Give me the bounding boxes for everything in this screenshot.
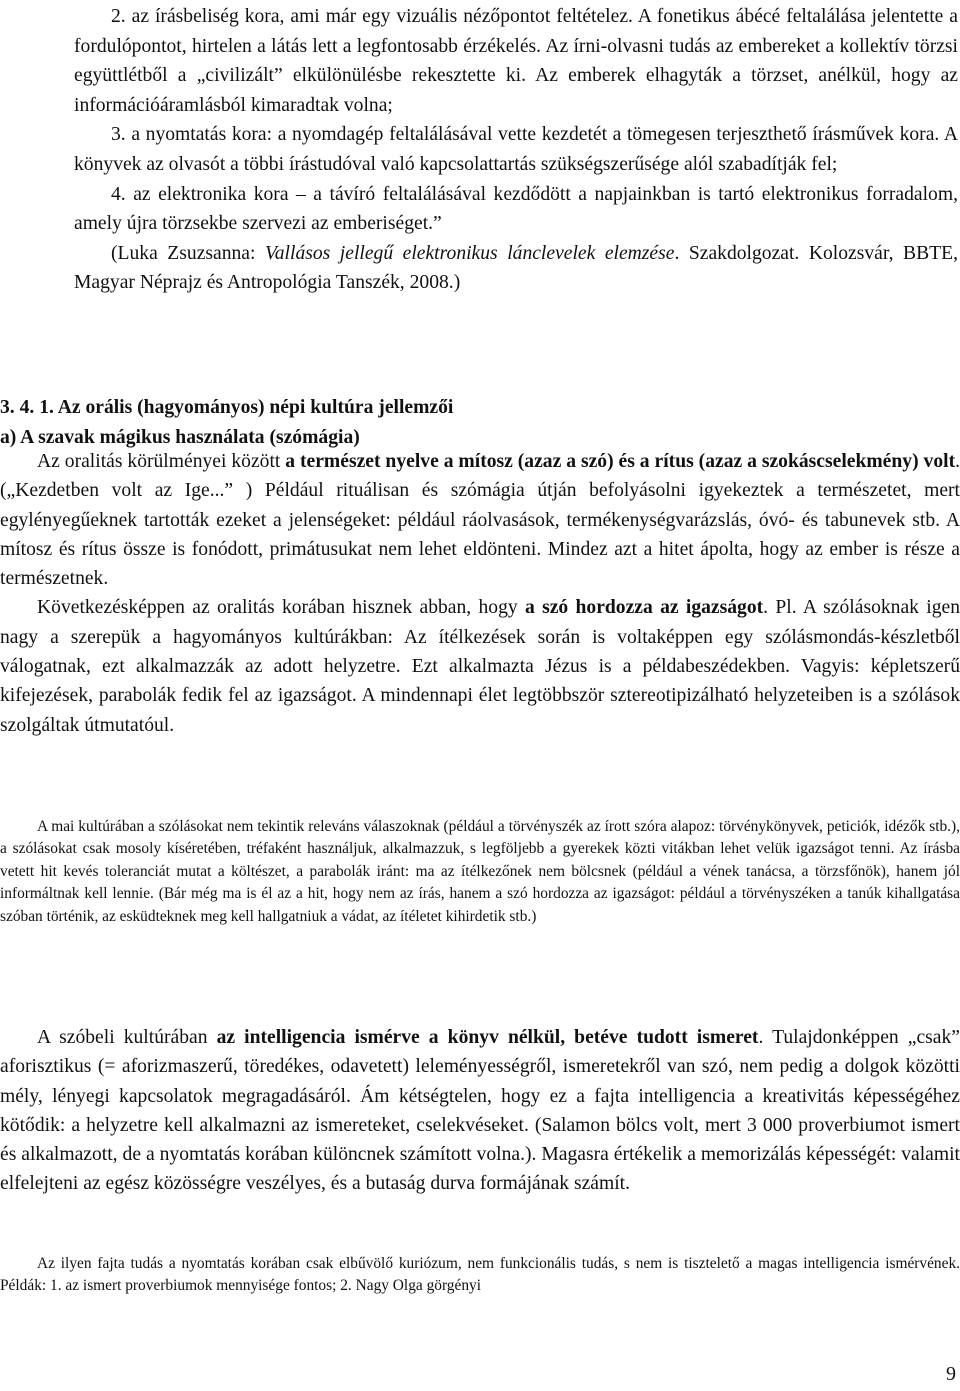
body-paragraphs-2: [0, 1023, 960, 1199]
page-number: 9: [946, 1363, 956, 1385]
section-subheading: a) A szavak mágikus használata (szómágia): [0, 426, 360, 448]
section-header: [0, 393, 960, 452]
para2-bold: a szó hordozza az igazságot: [524, 597, 764, 619]
note-2-text: Az ilyen fajta tudás a nyomtatás korában csak elbűvölő kuriózum, nem funkcionális tudás, s nem is tisztelető a magas intelligencia ismérvének. Példák: 1. az ismert proverbiumok mennyisége fontos; 2. Nagy Olga görgényi: [0, 1255, 960, 1295]
list-item-2: 2. az írásbeliség kora, ami már egy vizuális nézőpontot feltételez. A fonetikus ábécé feltalálása jelentette a fordulópontot, hirtelen a látás lett a legfontosabb érzékelés. Az írni-olvasni tudás az embereket a kollektív törzsi együttlétből a „civilizált” elkülönülésbe rekesztette ki. Az emberek elhagyták a törzset, anélkül, hogy az információáramlásból kimaradtak volna;: [74, 6, 958, 116]
citation-author: (Luka Zsuzsanna:: [111, 242, 265, 264]
list-item-3: 3. a nyomtatás kora: a nyomdagép feltalálásával vette kezdetét a tömegesen terjeszthető írásművek kora. A könyvek az olvasót a többi írástudóval való kapcsolattartás szükségszerűsége alól szabadítják fel;: [74, 124, 958, 175]
para2-text-1: Következésképpen az oralitás korában hisznek abban, hogy: [37, 597, 525, 619]
para3-bold: az intelligencia ismérve a könyv nélkül, betéve tudott ismeret: [216, 1027, 759, 1048]
body-paragraphs-1: [0, 447, 960, 740]
para3-text-1: A szóbeli kultúrában: [37, 1027, 217, 1048]
citation: [0, 239, 958, 298]
small-print-note-1: [0, 816, 960, 928]
paragraph-oralitas: [0, 447, 960, 593]
citation-title: Vallásos jellegű elektronikus lánclevelek elemzése: [264, 242, 675, 264]
para1-text-2: . („Kezdetben volt az Ige...” ) Például rituálisan és szómágia útján befolyásolni igyekeztek a természetet, mert egylényegűeknek tartották ezeket a jelenségeket: például ráolvasások, termékenységvarázslás, óvó- és tabunevek stb. A mítosz és rítus össze is fonódott, primátusukat nem lehet eldönteni. Mindez azt a hitet ápolta, hogy az ember is része a természetnek.: [0, 451, 960, 590]
paragraph-intelligencia: [0, 1023, 960, 1199]
para1-text-1: Az oralitás körülményei között: [37, 451, 286, 472]
small-print-note-2: [0, 1253, 960, 1298]
numbered-list-continuation: [74, 2, 958, 298]
note-1-text: A mai kultúrában a szólásokat nem tekintik releváns válaszoknak (például a törvényszék az írott szóra alapoz: törvénykönyvek, peticiók, idézők stb.), a szólásokat csak mosoly kíséretében, tréfaként használjuk, alkalmazzuk, s legföljebb a gyerekek közti vitákban lehet velük igazságot tenni. Az írásba vetett hit kevés toleranciát mutat a költészet, a parabolák iránt: ma az ítélkezőnek nem bölcsnek (például a vének tanácsa, a törzsfőnök), hanem jól informáltnak kell lennie. (Bár még ma is él az a hit, hogy nem az írás, hanem a szó hordozza az igazságot: például a törvényszéken a tanúk kihallgatása szóban történik, az esküdteknek meg kell hallgatniuk a vádat, az ítéletet kihirdetik stb.): [0, 818, 960, 925]
section-heading: 3. 4. 1. Az orális (hagyományos) népi kultúra jellemzői: [0, 397, 454, 418]
para3-text-2: . Tulajdonképpen „csak” aforisztikus (= aforizmaszerű, töredékes, odavetett) leleményességről, ismeretekről van szó, nem pedig a dolgok közötti mély, lényegi kapcsolatok megragadásáról. Ám kétségtelen, hogy ez a fajta intelligencia a kreativitás képességéhez kötődik: a helyzetre kell alkalmazni az ismereteket, cselekvéseket. (Salamon bölcs volt, mert 3 000 proverbiumot ismert és alkalmazott, de a nyomtatás korában különcnek számított volna.). Magasra értékelik a memorizálás képességét: valamit elfelejteni az egész közösségre veszélyes, és a butaság durva formájának számít.: [0, 1027, 960, 1195]
paragraph-igazsag: [0, 593, 960, 739]
para1-bold: a természet nyelve a mítosz (azaz a szó) és a rítus (azaz a szokáscselekmény) volt: [285, 451, 956, 472]
citation-details: . Szakdolgozat. Kolozsvár, BBTE, Magyar Néprajz és Antropológia Tanszék, 2008.): [74, 242, 958, 294]
para2-text-2: . Pl. A szólásoknak igen nagy a szerepük a hagyományos kultúrákban: Az ítélkezések során is voltaképpen egy szólásmondás-készletből válogatnak, ezt alkalmazzák az adott helyzetre. Ezt alkalmazta Jézus is a példabeszédekben. Vagyis: képletszerű kifejezések, parabolák fedik fel az igazságot. A mindennapi élet legtöbbször sztereotipizálható helyzeteiben is a szólások szolgáltak útmutatóul.: [0, 597, 960, 736]
list-item-4: 4. az elektronika kora – a távíró feltalálásával kezdődött a napjainkban is tartó elektronikus forradalom, amely újra törzsekbe szervezi az emberiséget.”: [74, 183, 958, 235]
